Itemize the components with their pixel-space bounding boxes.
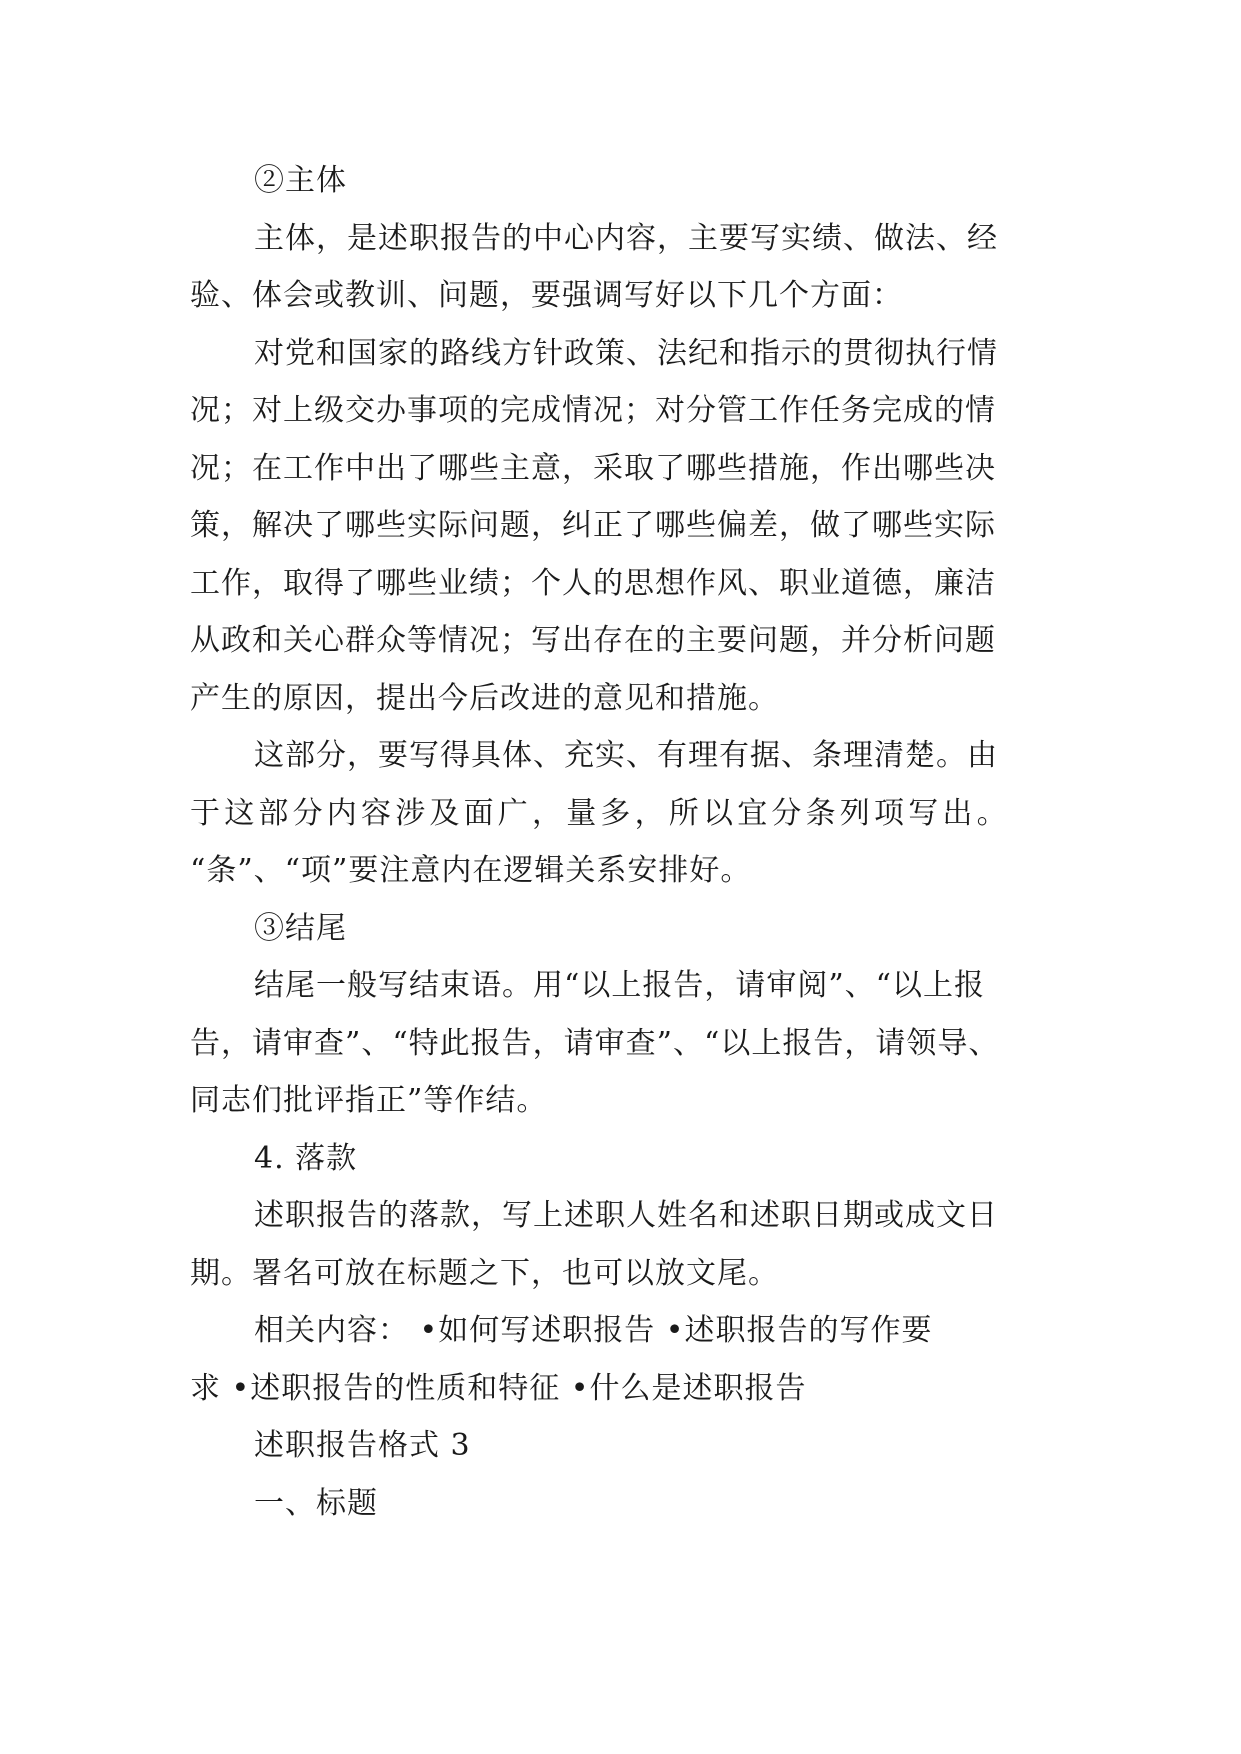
- paragraph-line: 告，请审查”、“特此报告，请审查”、“以上报告，请领导、: [190, 1025, 1000, 1061]
- paragraph-line: 同志们批评指正”等作结。: [190, 1083, 548, 1118]
- paragraph-line: 结尾一般写结束语。用“以上报告，请审阅”、“以上报: [254, 968, 986, 1003]
- paragraph-line: 况；在工作中出了哪些主意，采取了哪些措施，作出哪些决: [190, 450, 996, 486]
- paragraph-line: 况；对上级交办事项的完成情况；对分管工作任务完成的情: [190, 393, 996, 428]
- paragraph-line: 述职报告的落款，写上述职人姓名和述职日期或成文日: [254, 1198, 998, 1233]
- paragraph-line: 从政和关心群众等情况；写出存在的主要问题，并分析问题: [190, 623, 996, 658]
- paragraph-line: 工作，取得了哪些业绩；个人的思想作风、职业道德，廉洁: [190, 565, 996, 601]
- section-heading-title: 一、标题: [254, 1485, 378, 1521]
- paragraph-line: 产生的原因，提出今后改进的意见和措施。: [190, 680, 779, 716]
- paragraph-line: 策，解决了哪些实际问题，纠正了哪些偏差，做了哪些实际: [190, 508, 996, 543]
- paragraph-line: 这部分，要写得具体、充实、有理有据、条理清楚。由: [254, 738, 998, 773]
- paragraph-line: 对党和国家的路线方针政策、法纪和指示的贯彻执行情: [254, 335, 998, 371]
- section-heading-main-body: ②主体: [254, 163, 347, 198]
- paragraph-line: 验、体会或教训、问题，要强调写好以下几个方面：: [190, 278, 903, 313]
- document-body: [190, 152, 1050, 1532]
- paragraph-line: 期。署名可放在标题之下，也可以放文尾。: [190, 1255, 779, 1291]
- section-title-format-3: 述职报告格式 3: [254, 1428, 471, 1463]
- related-content-line: 求 •述职报告的性质和特征 •什么是述职报告: [190, 1370, 807, 1406]
- paragraph-line: 主体，是述职报告的中心内容，主要写实绩、做法、经: [254, 220, 998, 256]
- related-content-line: 相关内容： •如何写述职报告 •述职报告的写作要: [254, 1313, 933, 1348]
- section-heading-ending: ③结尾: [254, 910, 347, 946]
- section-heading-signature: 4. 落款: [254, 1140, 358, 1176]
- paragraph-line: 于这部分内容涉及面广，量多，所以宜分条列项写出。: [190, 795, 1011, 831]
- paragraph-line: “条”、“项”要注意内在逻辑关系安排好。: [190, 853, 752, 888]
